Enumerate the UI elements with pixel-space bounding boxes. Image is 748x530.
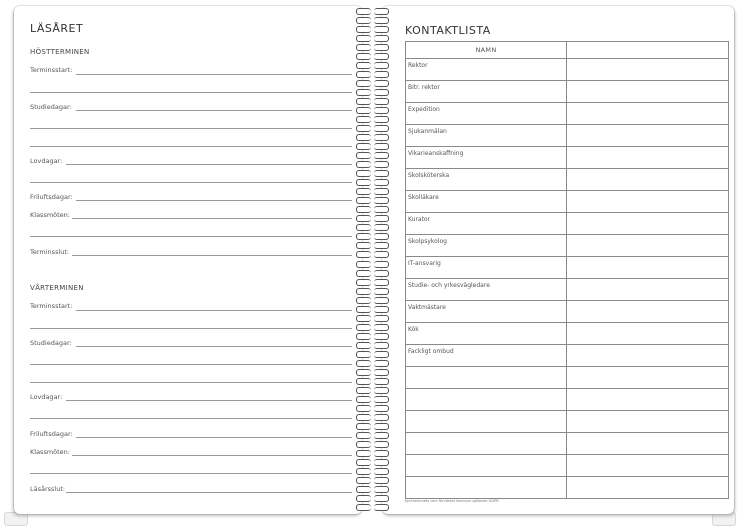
spiral-ring-icon [356,261,390,267]
write-line [30,236,352,237]
table-row [406,476,728,477]
spiral-ring-icon [356,206,390,212]
field-label-autumn-study-days: Studiedagar: [30,103,72,111]
table-row [406,146,728,147]
field-label-spring-start: Terminsstart: [30,302,73,310]
spiral-ring-icon [356,378,390,384]
spiral-ring-icon [356,215,390,221]
table-row [406,322,728,323]
spiral-ring-icon [356,333,390,339]
table-row-label: Kök [408,326,419,333]
contact-table [405,41,729,499]
spiral-ring-icon [356,143,390,149]
spiral-ring-icon [356,423,390,429]
table-row [406,58,728,59]
spiral-ring-icon [356,197,390,203]
field-label-school-year-end: Läsårsslut: [30,485,66,493]
write-line [30,182,352,183]
field-label-autumn-holidays: Lovdagar: [30,157,63,165]
table-row [406,234,728,235]
write-line [76,437,352,438]
spiral-ring-icon [356,432,390,438]
write-line [30,146,352,147]
spiral-ring-icon [356,233,390,239]
write-line [30,382,352,383]
write-line [30,364,352,365]
spiral-ring-icon [356,495,390,501]
spiral-ring-icon [356,369,390,375]
spiral-ring-icon [356,125,390,131]
spiral-ring-icon [356,297,390,303]
write-line [76,110,352,111]
write-line [66,492,352,493]
footnote: Kyrkhemmets com förväntat kommun gällande GDPR. [405,499,500,503]
spiral-ring-icon [356,288,390,294]
spiral-ring-icon [356,414,390,420]
page-title-kontaktlista: KONTAKTLISTA [405,24,491,37]
spiral-ring-icon [356,152,390,158]
table-row [406,344,728,345]
spiral-ring-icon [356,324,390,330]
field-label-autumn-outdoor-days: Friluftsdagar: [30,193,73,201]
spiral-ring-icon [356,486,390,492]
spiral-ring-icon [356,170,390,176]
section-heading-autumn: HÖSTTERMINEN [30,48,90,56]
spiral-ring-icon [356,468,390,474]
table-row-label: Skolsköterska [408,172,450,179]
spiral-ring-icon [356,17,390,23]
table-row-label: Vaktmästare [408,304,446,311]
spiral-ring-icon [356,441,390,447]
spiral-ring-icon [356,459,390,465]
spiral-ring-icon [356,8,390,14]
table-row [406,102,728,103]
column-divider [566,42,567,498]
spiral-ring-icon [356,242,390,248]
write-line [72,455,352,456]
table-row [406,190,728,191]
table-row [406,432,728,433]
spiral-ring-icon [356,270,390,276]
table-row [406,454,728,455]
write-line [30,92,352,93]
write-line [76,74,352,75]
spiral-ring-icon [356,134,390,140]
spiral-ring-icon [356,342,390,348]
table-row [406,80,728,81]
spiral-ring-icon [356,53,390,59]
field-label-spring-outdoor-days: Friluftsdagar: [30,430,73,438]
table-row [406,124,728,125]
spiral-ring-icon [356,44,390,50]
write-line [76,346,352,347]
field-label-spring-holidays: Lovdagar: [30,393,63,401]
write-line [66,164,352,165]
table-row-label: Expedition [408,106,440,113]
table-row-label: Studie- och yrkesvägledare [408,282,490,289]
table-row-label: Fackligt ombud [408,348,454,355]
write-line [30,128,352,129]
write-line [72,255,352,256]
write-line [66,400,352,401]
spiral-ring-icon [356,251,390,257]
table-row [406,300,728,301]
spiral-ring-icon [356,477,390,483]
table-row-label: IT-ansvarig [408,260,441,267]
write-line [72,218,352,219]
table-row-label: Vikarieanskaffning [408,150,464,157]
spiral-ring-icon [356,62,390,68]
spiral-ring-icon [356,89,390,95]
table-row [406,168,728,169]
table-row-label: Sjukanmälan [408,128,447,135]
spiral-ring-icon [356,26,390,32]
spiral-ring-icon [356,224,390,230]
spiral-ring-icon [356,161,390,167]
spiral-ring-icon [356,504,390,510]
spiral-ring-icon [356,405,390,411]
page-tab-right [712,512,736,526]
write-line [30,418,352,419]
spiral-ring-icon [356,387,390,393]
write-line [76,200,352,201]
spiral-ring-icon [356,35,390,41]
spiral-ring-icon [356,98,390,104]
spiral-ring-icon [356,116,390,122]
table-row-label: Rektor [408,62,428,69]
field-label-autumn-end: Terminsslut: [30,248,70,256]
field-label-autumn-start: Terminsstart: [30,66,73,74]
table-header-name: NAMN [475,46,497,54]
page-tab-left [4,512,28,526]
spiral-ring-icon [356,179,390,185]
table-row-label: Kurator [408,216,431,223]
section-heading-spring: VÅRTERMINEN [30,284,84,292]
table-row [406,388,728,389]
field-label-autumn-class-meetings: Klassmöten: [30,211,70,219]
table-row-label: Skolläkare [408,194,439,201]
page-title-lasaret: LÄSÅRET [30,22,84,35]
spiral-ring-icon [356,71,390,77]
spiral-ring-icon [356,360,390,366]
write-line [30,328,352,329]
field-label-spring-study-days: Studiedagar: [30,339,72,347]
spiral-binding [352,8,402,513]
table-row [406,256,728,257]
spiral-ring-icon [356,315,390,321]
spiral-ring-icon [356,351,390,357]
table-row [406,366,728,367]
table-row [406,212,728,213]
spiral-ring-icon [356,107,390,113]
write-line [76,310,352,311]
table-row [406,278,728,279]
spiral-ring-icon [356,450,390,456]
spiral-ring-icon [356,306,390,312]
spiral-ring-icon [356,188,390,194]
table-row-label: Skolpsykolog [408,238,447,245]
spiral-ring-icon [356,279,390,285]
table-row-label: Bitr. rektor [408,84,440,91]
write-line [30,473,352,474]
spiral-ring-icon [356,396,390,402]
table-row [406,410,728,411]
field-label-spring-class-meetings: Klassmöten: [30,448,70,456]
spiral-ring-icon [356,80,390,86]
